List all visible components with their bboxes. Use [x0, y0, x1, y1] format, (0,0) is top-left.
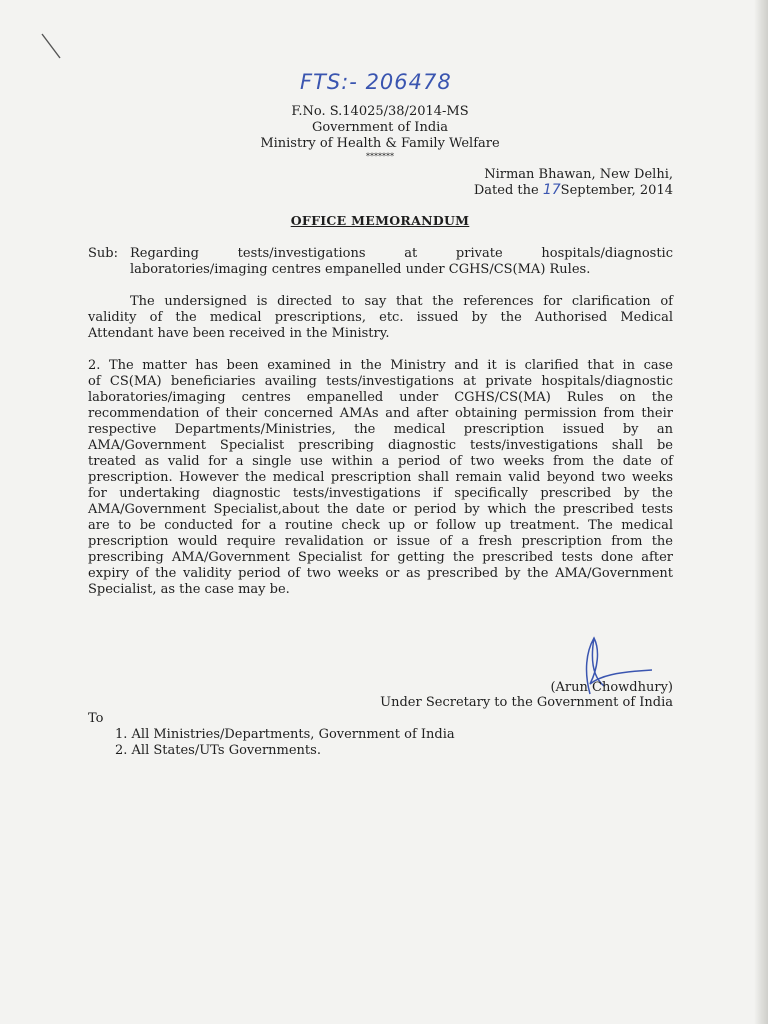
- paragraph-line: AMA/Government Specialist prescribing diagnostic tests/investigations shall be: [88, 438, 673, 453]
- paragraph-line: are to be conducted for a routine check up or follow up treatment. The medical: [88, 518, 673, 533]
- government-heading: Government of India: [311, 120, 449, 135]
- scan-edge: [754, 0, 768, 1024]
- ministry-heading: Ministry of Health & Family Welfare: [260, 136, 500, 151]
- paragraph-line: expiry of the validity period of two weeks or as prescribed by the AMA/Government: [88, 566, 673, 581]
- to-label: To: [88, 711, 104, 726]
- file-number: F.No. S.14025/38/2014-MS: [291, 104, 469, 119]
- recipient-item: 1. All Ministries/Departments, Government of India: [115, 727, 455, 742]
- paragraph-line: prescription would require revalidation or issue of a fresh prescription from the: [88, 534, 673, 549]
- pen-mark: [38, 30, 68, 64]
- fts-number: FTS:- 206478: [300, 70, 452, 94]
- signatory-name: (Arun Chowdhury): [550, 680, 673, 695]
- paragraph-1: [88, 294, 673, 342]
- paragraph-line: prescribing AMA/Government Specialist for getting the prescribed tests done after: [88, 550, 673, 565]
- paragraph-line: The undersigned is directed to say that the references for clarification of: [130, 294, 673, 309]
- paragraph-2: [88, 358, 673, 598]
- paragraph-line: treated as valid for a single use within a period of two weeks from the date of: [88, 454, 673, 469]
- stars-divider: *******: [366, 152, 394, 161]
- dated-prefix: Dated the: [473, 183, 539, 198]
- place: Nirman Bhawan, New Delhi,: [484, 167, 673, 182]
- dated-suffix: September, 2014: [560, 183, 673, 198]
- paragraph-line: respective Departments/Ministries, the medical prescription issued by an: [88, 422, 673, 437]
- paragraph-line: laboratories/imaging centres empanelled under CGHS/CS(MA) Rules on the: [88, 390, 673, 405]
- paragraph-line: 2. The matter has been examined in the Ministry and it is clarified that in case: [88, 358, 673, 373]
- paragraph-line: Specialist, as the case may be.: [88, 582, 290, 597]
- paragraph-line: for undertaking diagnostic tests/investigations if specifically prescribed by the: [88, 486, 673, 501]
- subject-line: Regarding tests/investigations at private hospitals/diagnostic: [130, 246, 673, 261]
- subject-label: Sub:: [88, 246, 118, 261]
- subject-line: laboratories/imaging centres empanelled under CGHS/CS(MA) Rules.: [130, 262, 591, 277]
- date-line: [474, 183, 673, 198]
- paragraph-line: recommendation of their concerned AMAs and after obtaining permission from their: [88, 406, 673, 421]
- paragraph-line: prescription. However the medical prescription shall remain valid beyond two weeks: [88, 470, 673, 485]
- paragraph-line: validity of the medical prescriptions, etc. issued by the Authorised Medical: [88, 310, 673, 325]
- subject-text: [130, 246, 673, 278]
- signatory-designation: Under Secretary to the Government of India: [380, 695, 673, 710]
- paragraph-line: AMA/Government Specialist,about the date or period by which the prescribed tests: [88, 502, 673, 517]
- recipient-item: 2. All States/UTs Governments.: [115, 743, 321, 758]
- memo-title: OFFICE MEMORANDUM: [290, 213, 470, 228]
- paragraph-line: Attendant have been received in the Ministry.: [88, 326, 390, 341]
- paragraph-line: of CS(MA) beneficiaries availing tests/investigations at private hospitals/diagnostic: [88, 374, 673, 389]
- handwritten-day: 17: [542, 182, 561, 198]
